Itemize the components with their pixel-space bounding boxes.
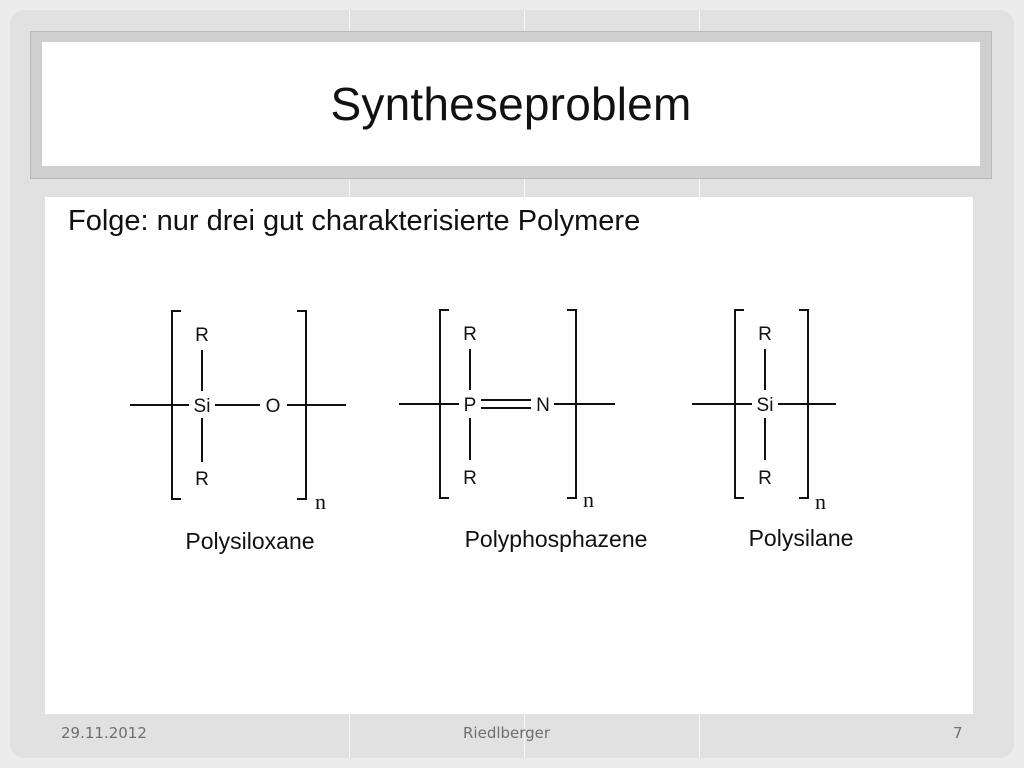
bottom-substituent-label: R [463,468,477,489]
top-substituent-label: R [463,324,477,345]
lead-text: Folge: nur drei gut charakterisierte Polymere [68,205,641,237]
partner-atom-label: O [265,396,281,417]
backbone-atom-label: Si [756,395,774,416]
bottom-substituent-label: R [195,469,209,490]
slide-title: Syntheseproblem [330,78,692,130]
page-number: 7 [953,724,963,742]
repeat-subscript: n [815,489,826,514]
polysiloxane-structure [130,311,346,499]
backbone-atom-label: P [463,395,477,416]
backbone-atom-label: Si [193,396,211,417]
top-substituent-label: R [195,325,209,346]
bottom-substituent-label: R [758,468,772,489]
structure-name: Polyphosphazene [464,526,648,552]
repeat-subscript: n [583,487,594,512]
top-substituent-label: R [758,324,772,345]
repeat-subscript: n [315,489,326,514]
polyphosphazene-structure [399,310,615,498]
structure-name: Polysiloxane [185,528,315,554]
structure-name: Polysilane [748,525,854,551]
partner-atom-label: N [536,395,550,416]
footer-author: Riedlberger [463,724,551,742]
footer-date: 29.11.2012 [61,724,147,742]
